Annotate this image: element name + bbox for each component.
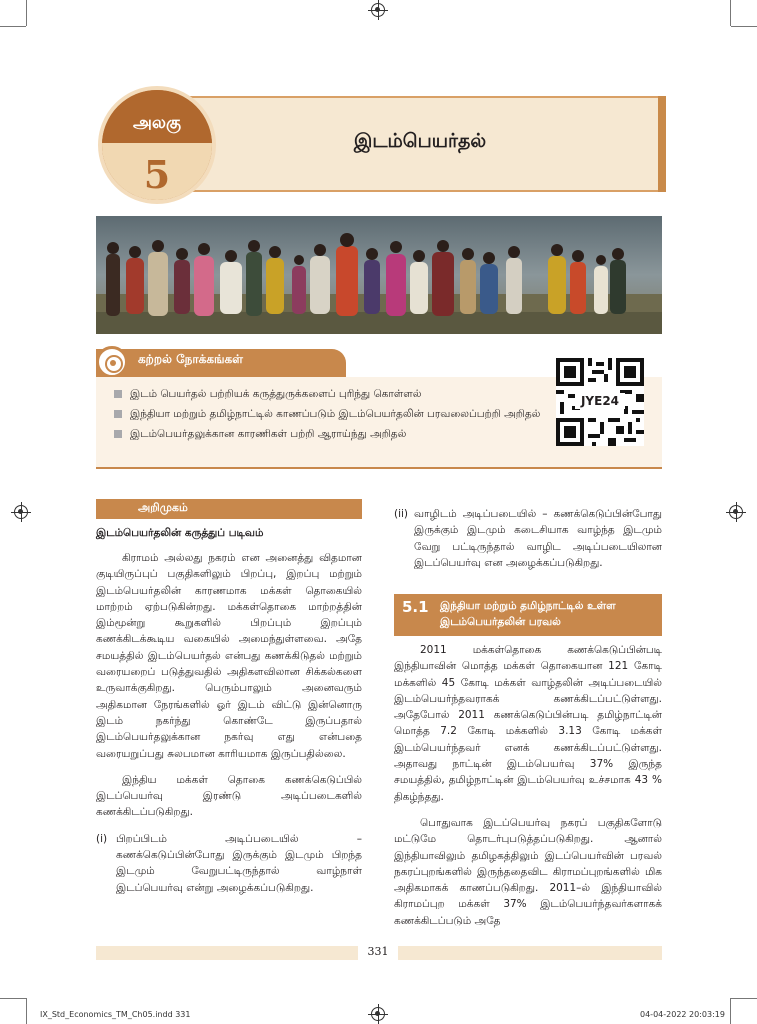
crop-mark [730,998,731,1024]
right-column [394,642,662,939]
list-item-text: வாழிடம் அடிப்படையில் – கணக்கெடுப்பின்போது இருக்கும் இடமும் கடைசியாக வாழ்ந்த இடமும் வேறு பட்டிருந்தால் வாழிட அடிப்படையிலான இடப்பெயர்வு என அழைக்கப்படுகிறது. [414,508,662,569]
page-number: 331 [358,945,398,961]
list-item [394,506,662,571]
qr-code-label: JYE24 [575,393,625,409]
objectives-list [114,387,544,447]
crop-mark [26,998,27,1024]
crop-mark [731,998,757,999]
registration-mark-icon [14,505,28,519]
paragraph: கிராமம் அல்லது நகரம் என அனைத்து விதமான குடியிருப்புப் பகுதிகளிலும் பிறப்பு, இறப்பு மற்றும் இடம்பெயர்தலின் காரணமாக மக்கள் தொகையில் மாற்றம் ஏற்படுகின்றது. மக்கள்தொகை மாற்றத்தின் இம்மூன்று கூறுகளில் பிறப்பும் இறப்பும் கணக்கிடக்கூடிய வகையில் அமைந்துள்ளவை. அதே சமயத்தில் இடம்பெயர்தல் என்பது கணக்கிடுதல் மற்றும் வரையறைப் படுத்துவதில் அதிகளவிலான சிக்கல்களை உருவாக்குகிறது. பெரும்பாலும் அனைவரும் அதிகமான நேரங்களில் ஓர் இடம் விட்டு இன்னொரு இடம் நகர்ந்து கொண்டே இருப்பதால் இடம்பெயர்தலுக்கான நகர்வு எது என்பதை வரையறுப்பது சுலபமான காரியமாக இருப்பதில்லை. [96,552,362,760]
paragraph: 2011 மக்கள்தொகை கணக்கெடுப்பின்படி இந்தியாவின் மொத்த மக்கள் தொகையான 121 கோடி மக்களில் 45 கோடி மக்கள் வாழ்தலின் அடிப்படையில் இடம்பெயர்ந்தவராகக் கணக்கிடப்பட்டுள்ளது. அதேபோல் 2011 கணக்கெடுப்பின்படி தமிழ்நாட்டின் மொத்த 7.2 கோடி மக்களில் 3.13 கோடி மக்கள் இடம்பெயர்ந்தவர் எனக் கணக்கிடப்பட்டுள்ளது. அதாவது நாட்டின் இடம்பெயர்வு 37% இருந்த சமயத்தில், தமிழ்நாட்டின் இடம்பெயர்வு உச்சமாக 43 % திகழ்ந்தது. [394,644,662,803]
crop-mark [0,998,26,999]
chapter-number: 5 [143,152,171,197]
intro-subheading: இடம்பெயர்தலின் கருத்துப் படிவம் [96,527,264,539]
file-slug: IX_Std_Economics_TM_Ch05.indd 331 [40,1010,191,1019]
objective-item: இந்தியா மற்றும் தமிழ்நாட்டில் காணப்படும் இடம்பெயர்தலின் பரவலைப்பற்றி அறிதல் [114,407,544,422]
section-heading-bar [394,594,662,636]
objective-item: இடம்பெயர்தலுக்கான காரணிகள் பற்றி ஆராய்ந்து அறிதல் [114,427,544,442]
objective-item: இடம் பெயர்தல் பற்றியக் கருத்துருக்களைப் புரிந்து கொள்ளல் [114,387,544,402]
section-number: 5.1 [402,598,429,616]
registration-mark-icon [371,3,385,17]
right-column-top [394,506,662,579]
list-item-number: (ii) [394,508,409,520]
print-date: 04-04-2022 20:03:19 [640,1010,725,1019]
crop-mark [0,26,26,27]
target-icon [96,346,128,378]
chapter-title: இடம்பெயர்தல் [353,130,487,152]
list-item-number: (i) [96,832,108,845]
intro-heading: அறிமுகம் [138,501,188,514]
registration-mark-icon [729,505,743,519]
crop-mark [731,26,757,27]
chapter-label: அலகு [132,113,181,133]
paragraph: பொதுவாக இடப்பெயர்வு நகரப் பகுதிகளோடு மட்டுமே தொடர்புபடுத்தப்படுகிறது. ஆனால் இந்தியாவிலும் தமிழகத்திலும் இடப்பெயர்வின் பரவல் நகரப்புறங்களில் இருந்ததைவிட கிராமப்புறங்களில் மிக அதிகமாகக் காணப்படுகிறது. 2011–ல் இந்தியாவில் கிராமப்புற மக்கள் 37% இடம்பெயர்ந்தவர்களாகக் கணக்கிடப்படும் அதே [394,816,662,927]
chapter-tab [658,96,666,192]
chapter-photo [96,216,662,334]
crop-mark [730,0,731,26]
registration-mark-icon [371,1007,385,1021]
intro-heading-bar [96,499,362,519]
section-title: இந்தியா மற்றும் தமிழ்நாட்டில் உள்ள இடம்பெயர்தலின் பரவல் [440,600,616,628]
left-column [96,550,362,904]
list-item [96,831,362,896]
list-item-text: பிறப்பிடம் அடிப்படையில் – கணக்கெடுப்பின்போது இருக்கும் இடமும் பிறந்த இடமும் வேறுபட்டிருந்தால் வாழ்நாள் இடப்பெயர்வு என்று அழைக்கப்படுகிறது. [116,832,362,894]
objectives-title: கற்றல் நோக்கங்கள் [138,352,244,366]
paragraph: இந்திய மக்கள் தொகை கணக்கெடுப்பில் இடப்பெயர்வு இரண்டு அடிப்படைகளில் கணக்கிடப்படுகிறது. [96,773,362,819]
crop-mark [26,0,27,26]
